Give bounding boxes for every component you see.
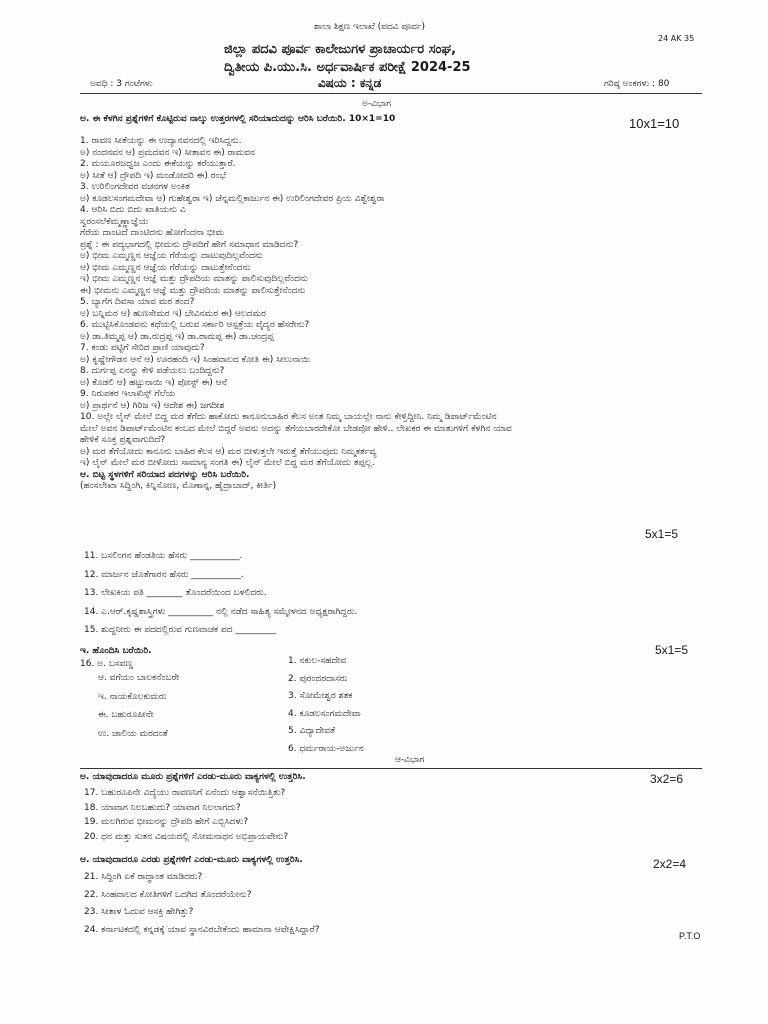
mright-line: 3. ಸೋಮೇಶ್ವರ ಶತಕ [288, 691, 353, 701]
header-rule [80, 93, 702, 94]
fill-line: 13. ಲೇಖಕಿಯ ಪತಿ ________ ತೊಂದರೆಯಿಂದ ಬಳಲಿದರು. [84, 588, 267, 598]
marks-fill: 5x1=5 [645, 527, 679, 541]
lines-line: ಅ) ಪ್ರಾರ್ಥನೆ ಆ) ಗಿರಿಜ ಇ) ಆದೇಶ ಈ) ಜಗದೀಶ [80, 400, 225, 411]
lines-line: 7. ಕಂಡು ಪಟ್ಟಿಗೆ ಸೇರಿದ ಪ್ರಾಣಿ ಯಾವುದು? [80, 343, 205, 353]
match-question: 16. ಅ. ಬಸವಣ್ಣ [80, 659, 134, 669]
mleft-line: ಆ. ವಗೆಯಂ ಬಾಲಕನೆಂಬರೇ [98, 673, 180, 683]
lines-line: 1. ರಾವಣ ಸೀತೆಯನ್ನು ಈ ಉದ್ಯಾನವನದಲ್ಲಿ ಇರಿಸಿದ್ದನು. [80, 136, 242, 146]
q4-title: ಆ. ಯಾವುದಾದರೂ ಎರಡು ಪ್ರಶ್ನೆಗಳಿಗೆ ಎರಡು-ಮೂರು ವಾಕ್ಯಗಳಲ್ಲಿ ಉತ್ತರಿಸಿ. [80, 855, 303, 865]
lines-line: ಇ) ಲೈನ್ ಮೇಲೆ ಮರ ಬೀಳೋದು ಸಾಮಾನ್ಯ ಸಂಗತಿ ಈ) ಲೈನ್ ಮೇಲೆ ಬಿದ್ದ ಮರ ತೆಗೆಯೋದು ತಪ್ಪಲ್ಲ. [80, 458, 375, 468]
mright-line: 6. ಧರ್ಮರಾಯ-ಅರ್ಜುನ [288, 743, 364, 754]
lines-line: 6. ಮುಟ್ಟಿಸಿಕೊಂಡವನು ಕಥೆಯಲ್ಲಿ ಬರುವ ಸರ್ಕಾರಿ ಆಸ್ಪತ್ರೆಯ ವೈದ್ಯರ ಹೆಸರೇನು? [80, 320, 310, 330]
q3-line: 20. ಧನ ಮತ್ತು ಸುತನ ವಿಷಯದಲ್ಲಿ ಸೋಮನಾಥನ ಅಭಿಪ್ರಾಯವೇನು? [84, 831, 289, 842]
q3-line: 17. ಬಹುರೂಪಿನೇ ವಿದ್ಯೆಯು ರಾವಣನಿಗೆ ಏನೆಂದು ಆಶ್ವಾಸನೆಯಿತ್ತಿತು? [84, 788, 286, 798]
lines-line: ಅ) ನಂದನವನ ಆ) ಪ್ರಮದವನ ಇ) ಸೀತಾವನ ಈ) ರಾಮವನ [80, 147, 255, 158]
marks-part-a: 10x1=10 [629, 116, 680, 131]
lines-line: ಆ) ಭೀಮ ಎಮ್ಮಣ್ಣನ ಆಜ್ಞೆಯ ಗೆರೆಯನ್ನು ದಾಟುತ್ತೇನೆಂದನು [80, 262, 251, 273]
mleft-line: ಈ. ಬಹುರೂಪೀನೇ [98, 710, 154, 720]
lines-line: ಅ) ಭೀಮ ಎಮ್ಮಣ್ಣನ ಆಜ್ಞೆಯ ಗೆರೆಯನ್ನು ದಾಟುವುದಿಲ್ಲವೆಂದನು [80, 251, 263, 261]
marks-q4: 2x2=4 [653, 857, 687, 871]
lines-line: ಅ) ಕೊಡಲಿ ಆ) ಹಟ್ಟುನಾಯಿ ಇ) ಪೋಸ್ಟ್ ಈ) ಆನೆ [80, 377, 227, 388]
lines-line: ಪ್ರಶ್ನೆ : ಈ ಪದ್ಯಭಾಗದಲ್ಲಿ ಭೀಮನು ದ್ರೌಪದಿಗೆ ಹೇಗೆ ಸಮಾಧಾನ ಮಾಡಿದನು? [80, 239, 299, 250]
lines-line: 5. ಬ್ಯಾಗೆಗ ದಿವಸಾ ಯಾವ ಮರ ತಂದ? [80, 297, 195, 307]
lines-line: 10. ಅಲ್ಲೇ ಲೈನ್ ಮೇಲೆ ಬಿದ್ದ ಮರ ತೆಗೆದು ಹಾಕೋದು ಕಾನೂನುಬಾಹಿರ ಕೆಲಸ ಅಂತ ನಿಮ್ಮ ಬಾಯಲ್ಲೇ ನಾನು ಕೇಳ್ತಿದ್ದೀನಿ. ನಿಮ್ಮ ಡಿಪಾರ್ಟ್‌ಮೆಂಟಿನ [80, 412, 497, 422]
lines-line: ಅ. ಈ ಕೆಳಗಿನ ಪ್ರಶ್ನೆಗಳಿಗೆ ಕೊಟ್ಟಿರುವ ನಾಲ್ಕು ಉತ್ತರಗಳಲ್ಲಿ ಸರಿಯಾದುದನ್ನು ಆರಿಸಿ ಬರೆಯಿರಿ. 10×1=10 [80, 114, 396, 124]
q4-line: 23. ಸೀತಾಳ ಓದುವ ಆಸಕ್ತಿ ಹೇಗಿತ್ತು? [84, 907, 194, 917]
lines-line: ಹೇಳಿಕೆ ಸೂಕ್ತ ಪ್ರಶ್ನವಾಗುದಿದೆ? [80, 435, 166, 445]
duration: ಅವಧಿ : 3 ಗಂಟೆಗಳು [90, 79, 153, 89]
lines-line: 9. ನಿರುಪಕರ ಇಲಾಖಿಸ್ಸ್ ಗೆಲೆಯ [80, 389, 176, 399]
lines-line: ಅ) ಕೂಡಲಸಂಗಮದೇವಾ ಆ) ಗುಹೇಶ್ವರಾ ಇ) ಚೆನ್ನಮಲ್ಲಿಕಾರ್ಜುನ ಈ) ಉರಿಲಿಂಗದೇವರ ಪ್ರಿಯ ವಿಶ್ವೇಶ್ವರಾ [80, 193, 385, 204]
fill-line: 14. ಎ.ಆರ್.ಕೃಷ್ಣಶಾಸ್ತ್ರಿಗಳು __________ ನಲ್ಲಿ ನಡೆದ ಸಾಹಿತ್ಯ ಸಮ್ಮೇಳನದ ಅಧ್ಯಕ್ಷರಾಗಿದ್ದರು. [84, 606, 358, 617]
section-a-title: ಅ-ವಿಭಾಗ [362, 99, 392, 109]
q3-line: 18. ಯಾವಾಗ ನಿಲಬಹುದು? ಯಾವಾಗ ನಿಲಲಾಗದು? [84, 802, 241, 813]
lines-line: ಅ) ಕೃಷ್ಣೇಗೌಡನ ಆನೆ ಆ) ಊರಹಂದಿ ಇ) ಸಿಂಹವಾಲದ ಕೋತಿ ಈ) ಸೀಲುನಾಯಿ [80, 354, 310, 365]
q3-title: ಅ. ಯಾವುದಾದರೂ ಮೂರು ಪ್ರಶ್ನೆಗಳಿಗೆ ಎರಡು-ಮೂರು ವಾಕ್ಯಗಳಲ್ಲಿ ಉತ್ತರಿಸಿ. [80, 772, 306, 782]
lines-line: 2. ಮಯೂರಜಧ್ವಜ ಎಂದು ಈಕೆಯನ್ನು ಕರೆಯುತ್ತಾರೆ. [80, 159, 236, 169]
lines-line: ಮೇಲೆ ಅವನ ಡಿಪಾರ್ಟ್‌ಮೆಂಟಿನ ಕಂಬದ ಮೇಲೆ ಬಿದ್ದರೆ ಅವನು ಅದನ್ನು ತೆಗೆಯಬಾರದೇಕೋ ಬೇಡವೋ ಹೇಳಿ.. ಲೇಖಕರ ಈ ಮಾತುಗಳಿಗೆ ಕೆಳಗಿನ ಯಾವ [80, 423, 512, 434]
lines-line: ಆ. ಬಿಟ್ಟ ಸ್ಥಳಗಳಿಗೆ ಸರಿಯಾದ ಪದಗಳನ್ನು ಆರಿಸಿ ಬರೆಯಿರಿ. [80, 469, 250, 480]
q4-line: 24. ಕರ್ನಾಟಕದಲ್ಲಿ ಕನ್ನಡಕ್ಕೆ ಯಾವ ಸ್ಥಾನವಿರಬೇಕೆಂದು ಹಾಮಾನಾ ಆಪೇಕ್ಷಿಸಿದ್ದಾರೆ? [84, 924, 320, 935]
mleft-line: ಉ. ಜಾಲಿಯ ಮರದಂತೆ [98, 728, 168, 739]
lines-line: (ಹಂಸಲೇಖಾ ಸಿದ್ದಿಂಗಿ, ಕಿನ್ನಿಸೋಣ, ಮೊಣಾನ್ನ, ಹೈದ್ರಾಬಾದ್, ಕೀರ್ತಿ) [80, 481, 277, 491]
fill-line: 15. ಶುದ್ದನೀರು ಈ ಪದದಲ್ಲಿರುವ ಗುಣವಾಚಕ ಪದ _________ [84, 625, 276, 635]
lines-line: ಅ) ಡಾ.ತಿಮ್ಮಪ್ಪ ಆ) ಡಾ.ರುದ್ರಪ್ಪ ಇ) ಡಾ.ರಾಮಪ್ಪ ಈ) ಡಾ.ಚಂದ್ರಪ್ಪ [80, 331, 274, 342]
lines-line: ಅ) ಮರ ತೆಗೆಯೋದು ಕಾನೂನು ಬಾಹಿರ ಕೆಲಸ ಆ) ಮರ ಬೀಳುತ್ತಲೇ ಇರುತ್ತೆ ತೆಗೆಯುವುದು ನಿಮ್ಮಕರ್ತವ್ಯ [80, 446, 377, 457]
marks-match: 5x1=5 [655, 643, 689, 657]
lines-line: ಈ) ಭೀಮನು ಎಮ್ಮಣ್ಣನ ಆಜ್ಞೆ ಮತ್ತು ದ್ರೌಪದಿಯ ಮಾತನ್ನು ಪಾಲಿಸುತ್ತೇನೆಂದನು [80, 285, 306, 296]
exam-title: ದ್ವಿತೀಯ ಪಿ.ಯು.ಸಿ. ಅರ್ಧವಾರ್ಷಿಕ ಪರೀಕ್ಷೆ 2024-25 [224, 60, 471, 75]
pto: P.T.O [679, 931, 701, 941]
lines-line: ಅ) ಬನ್ನಿಮರ ಆ) ಹುಣಸೇಮರ ಇ) ಬೇವಿನಮರ ಈ) ಆಲದಮರ [80, 308, 266, 319]
lines-line: 3. ಉರಿಲಿಂಗದೇವರ ವಚನಗಳ ಅಂಕಿತ [80, 182, 190, 192]
marks-q3: 3x2=6 [650, 772, 684, 786]
q4-line: 21. ಸಿದ್ದಿಂಗಿ ಏಕೆ ರಾದ್ಧಾಂತ ಮಾಡಿದರು? [84, 872, 203, 882]
department-title: ಶಾಲಾ ಶಿಕ್ಷಣ ಇಲಾಖೆ (ಪದವಿ ಪೂರ್ವ) [314, 22, 426, 32]
lines-line: ಇ) ಭೀಮ ಎಮ್ಮಣ್ಣನ ಆಜ್ಞೆ ಮತ್ತು ದ್ರೌಪದಿಯ ಮಾತನ್ನು ಪಾಲಿಸುವುದಿಲ್ಲವೆಂದನು [80, 274, 308, 284]
q3-line: 19. ಮಲಗಿರುವ ಭೀಮನನ್ನು ದ್ರೌಪದಿ ಹೇಗೆ ಎಬ್ಬಿಸಿದಳು? [84, 817, 249, 827]
mleft-line: ಇ. ನಾಯಕೊಲಕುಮರು [98, 691, 167, 702]
fill-line: 11. ಬಸಲಿಂಗನ ಹೆಂಡತಿಯ ಹೆಸರು ___________. [84, 551, 243, 561]
lines-line: ಅ) ಸೀತೆ ಆ) ದ್ರೌಪದಿ ಇ) ಮಂಡೋದರಿ ಈ) ರಂಭೆ [80, 170, 227, 181]
mright-line: 1. ನಕುಲ-ಸಹದೇವ [288, 656, 347, 666]
match-title: ಇ. ಹೊಂದಿಸಿ ಬರೆಯಿರಿ. [80, 646, 152, 656]
mright-line: 5. ವಿದ್ಯಾದೇವತೆ [288, 726, 336, 736]
section-b-rule [80, 768, 702, 769]
section-b-title: ಆ-ವಿಭಾಗ [395, 755, 425, 765]
mright-line: 4. ಕೂಡಲಸಂಗಮದೇವಾ [288, 708, 361, 719]
association-title: ಜಿಲ್ಲಾ ಪದವಿ ಪೂರ್ವ ಕಾಲೇಜುಗಳ ಪ್ರಾಚಾರ್ಯರ ಸಂಘ, [224, 42, 457, 57]
subject: ವಿಷಯ : ಕನ್ನಡ [318, 76, 382, 90]
lines-line: 4. ಆರಿಸಿ ಬಿದು ಬಿದು ಖಾತಿಯನು ವಿ [80, 205, 186, 215]
max-marks: ಗರಿಷ್ಠ ಅಂಕಗಳು : 80 [604, 79, 670, 89]
q4-line: 22. ಸಿಂಹವಾಲದ ಕೋತಿಗಳಿಗೆ ಒದಗಿದ ತೊಂದರೆಯೇನು? [84, 889, 252, 900]
paper-code: 24 AK 35 [658, 34, 695, 43]
lines-line: ಗೆರೆಯ ದಾಂಟದೆ ದಾಂಟಿದನು ಹೋಗೆಂದನಾ ಭೀಮ [80, 228, 225, 238]
fill-line: 12. ಮಾರ್ಜನ ಜೊತೆಗಾರನ ಹೆಸರು ___________. [84, 569, 244, 580]
lines-line: ಸ್ವರಂಸಲೆಕೆಮ್ಮಣ್ಣಾಜ್ಞೆಯ [80, 216, 149, 227]
lines-line: 8. ದುರ್ಗಪ್ಪ ಏನನ್ನು ಕೇಳಿ ಪಡೆಯಲು ಬಂದಿದ್ದನು? [80, 366, 225, 376]
mright-line: 2. ಪುರಂದರದಾಸರು [288, 673, 348, 684]
